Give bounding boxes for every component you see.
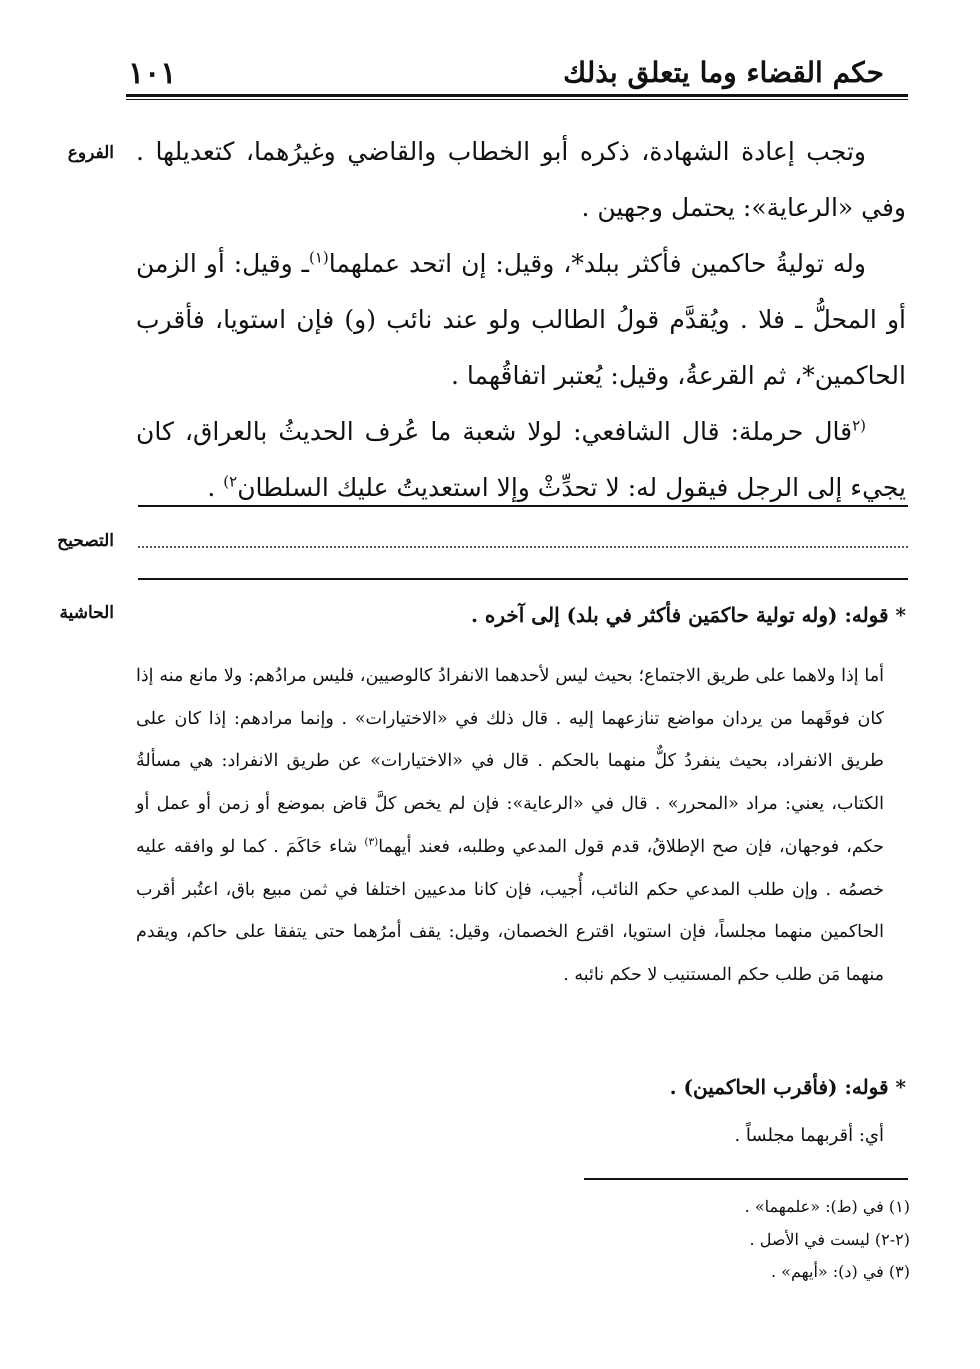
footnote-rule: [584, 1178, 908, 1180]
page-number: ١٠١: [128, 56, 177, 91]
footnote-marker-3: (٣): [364, 835, 379, 848]
hashiya-note-1-text: [136, 655, 884, 997]
hashiya-qawluhu-1: * قوله: (وله تولية حاكمَين فأكثر في بلد) إلى آخره .: [470, 603, 906, 627]
main-paragraph-1: وتجب إعادة الشهادة، ذكره أبو الخطاب والقاضي وغيرُهما، كتعديلها . وفي «الرعاية»: يحتمل وجهين .: [136, 137, 906, 222]
hashiya-note-1: [136, 655, 884, 997]
main-paragraph-2: [136, 236, 906, 404]
main-paragraph-2-part-a: وله توليةُ حاكمين فأكثر ببلد*، وقيل: إن اتحد عملهما: [328, 249, 866, 278]
footnote-3: (٣) في (د): «أيهم» .: [771, 1262, 910, 1281]
hashiya-note-1-part-b: شاء حَاكَمَ . كما لو وافقه عليه خصمُه . وإن طلب المدعي حكم النائب، أُجيب، فإن كانا مدعيين اختلفا في ثمن مبيع باق، اعتُبر أقرب الحاكمين منهما مجلساً، فإن استويا، اقترع الخصمان، وقيل: يقف أمرُهما حتى يتفقا على حاكم، ويقدم منهما مَن طلب حكم المستنيب لا حكم نائبه .: [136, 836, 884, 985]
section-rule-top: [138, 505, 908, 507]
main-paragraph-3-end: .: [207, 473, 224, 502]
hashiya-note-1-part-a: أما إذا ولاهما على طريق الاجتماع؛ بحيث ليس لأحدهما الانفرادُ كالوصيين، فليس مرادُهم: ولا مانع منه إذا كان فوقَهما من يردان مواضع تنازعهما إليه . قال ذلك في «الاختيارات» . وإنما مرادهم: إذا كان على طريق الانفراد، بحيث ينفردُ كلٌّ منهما بالحكم . قال في «الاختيارات» عن طريق الانفراد: هي مسألةُ الكتاب، يعني: مراد «المحرر» . قال في «الرعاية»: فإن لم يخص كلَّ قاض بموضع أو زمن أو عمل أو حكم، فوجهان، فإن صح الإطلاقُ، قدم قول المدعي وطلبه، فعند أيهما: [136, 666, 884, 857]
footnote-marker-2-close: ٢): [223, 472, 238, 491]
main-paragraph-3-text: قال حرملة: قال الشافعي: لولا شعبة ما عُرف الحديثُ بالعراق، كان يجيء إلى الرجل فيقول له: لا تحدِّثْ وإلا استعديتُ عليك السلطان: [136, 417, 906, 502]
footnote-1: (١) في (ط): «علمهما» .: [744, 1197, 910, 1216]
header-rule-thick: [126, 94, 908, 97]
tashih-dotted-line: [138, 546, 908, 548]
section-rule-bottom: [138, 578, 908, 580]
hashiya-note-2: أي: أقربهما مجلساً .: [734, 1125, 884, 1146]
margin-label-furu: الفروع: [67, 143, 114, 163]
main-text: [136, 124, 906, 516]
margin-label-hashiya: الحاشية: [59, 603, 114, 623]
footnote-marker-2-open: (٢: [852, 416, 866, 435]
footnote-marker-1: (١): [308, 248, 329, 267]
header-rule-thin: [126, 99, 908, 100]
margin-label-tashih: التصحيح: [57, 531, 114, 551]
hashiya-qawluhu-2: * قوله: (فأقرب الحاكمين) .: [669, 1075, 906, 1099]
running-header-title: حكم القضاء وما يتعلق بذلك: [563, 56, 884, 89]
main-paragraph-3: [136, 404, 906, 516]
footnote-2: (٢-٢) ليست في الأصل .: [749, 1230, 910, 1249]
main-paragraph-2-part-b: ـ وقيل: أو الزمن أو المحلُّ ـ فلا . ويُقدَّم قولُ الطالب ولو عند نائب (و) فإن استويا، فأقرب الحاكمين*، ثم القرعةُ، وقيل: يُعتبر اتفاقُهما .: [136, 249, 906, 390]
